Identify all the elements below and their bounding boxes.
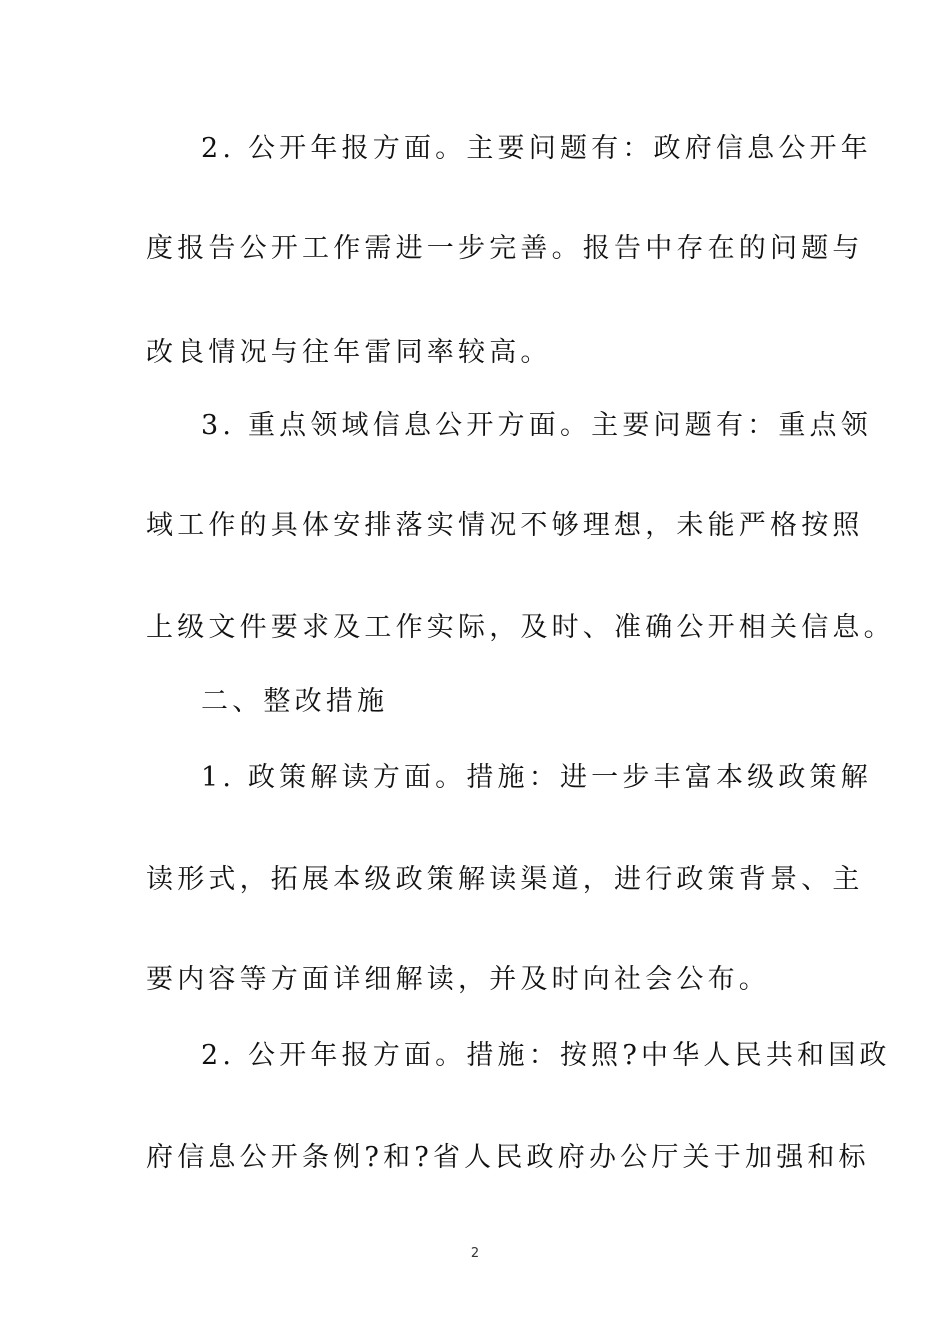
paragraph-line: 2. 公开年报方面。措施：按照?中华人民共和国政 (201, 1040, 891, 1071)
paragraph-line: 要内容等方面详细解读，并及时向社会公布。 (146, 964, 770, 995)
paragraph-line: 1. 政策解读方面。措施：进一步丰富本级政策解 (201, 762, 872, 793)
paragraph-line: 府信息公开条例?和?省人民政府办公厅关于加强和标 (146, 1142, 870, 1173)
paragraph-line: 域工作的具体安排落实情况不够理想，未能严格按照 (146, 510, 864, 541)
paragraph-line: 改良情况与往年雷同率较高。 (146, 337, 552, 368)
paragraph-line: 度报告公开工作需进一步完善。报告中存在的问题与 (146, 233, 864, 264)
section-heading: 二、整改措施 (201, 686, 389, 717)
paragraph-line: 2. 公开年报方面。主要问题有：政府信息公开年 (201, 133, 872, 164)
paragraph-line: 上级文件要求及工作实际，及时、准确公开相关信息。 (146, 612, 895, 643)
paragraph-line: 3. 重点领域信息公开方面。主要问题有：重点领 (201, 410, 872, 441)
paragraph-line: 读形式，拓展本级政策解读渠道，进行政策背景、主 (146, 864, 864, 895)
page-number: 2 (470, 1246, 480, 1261)
